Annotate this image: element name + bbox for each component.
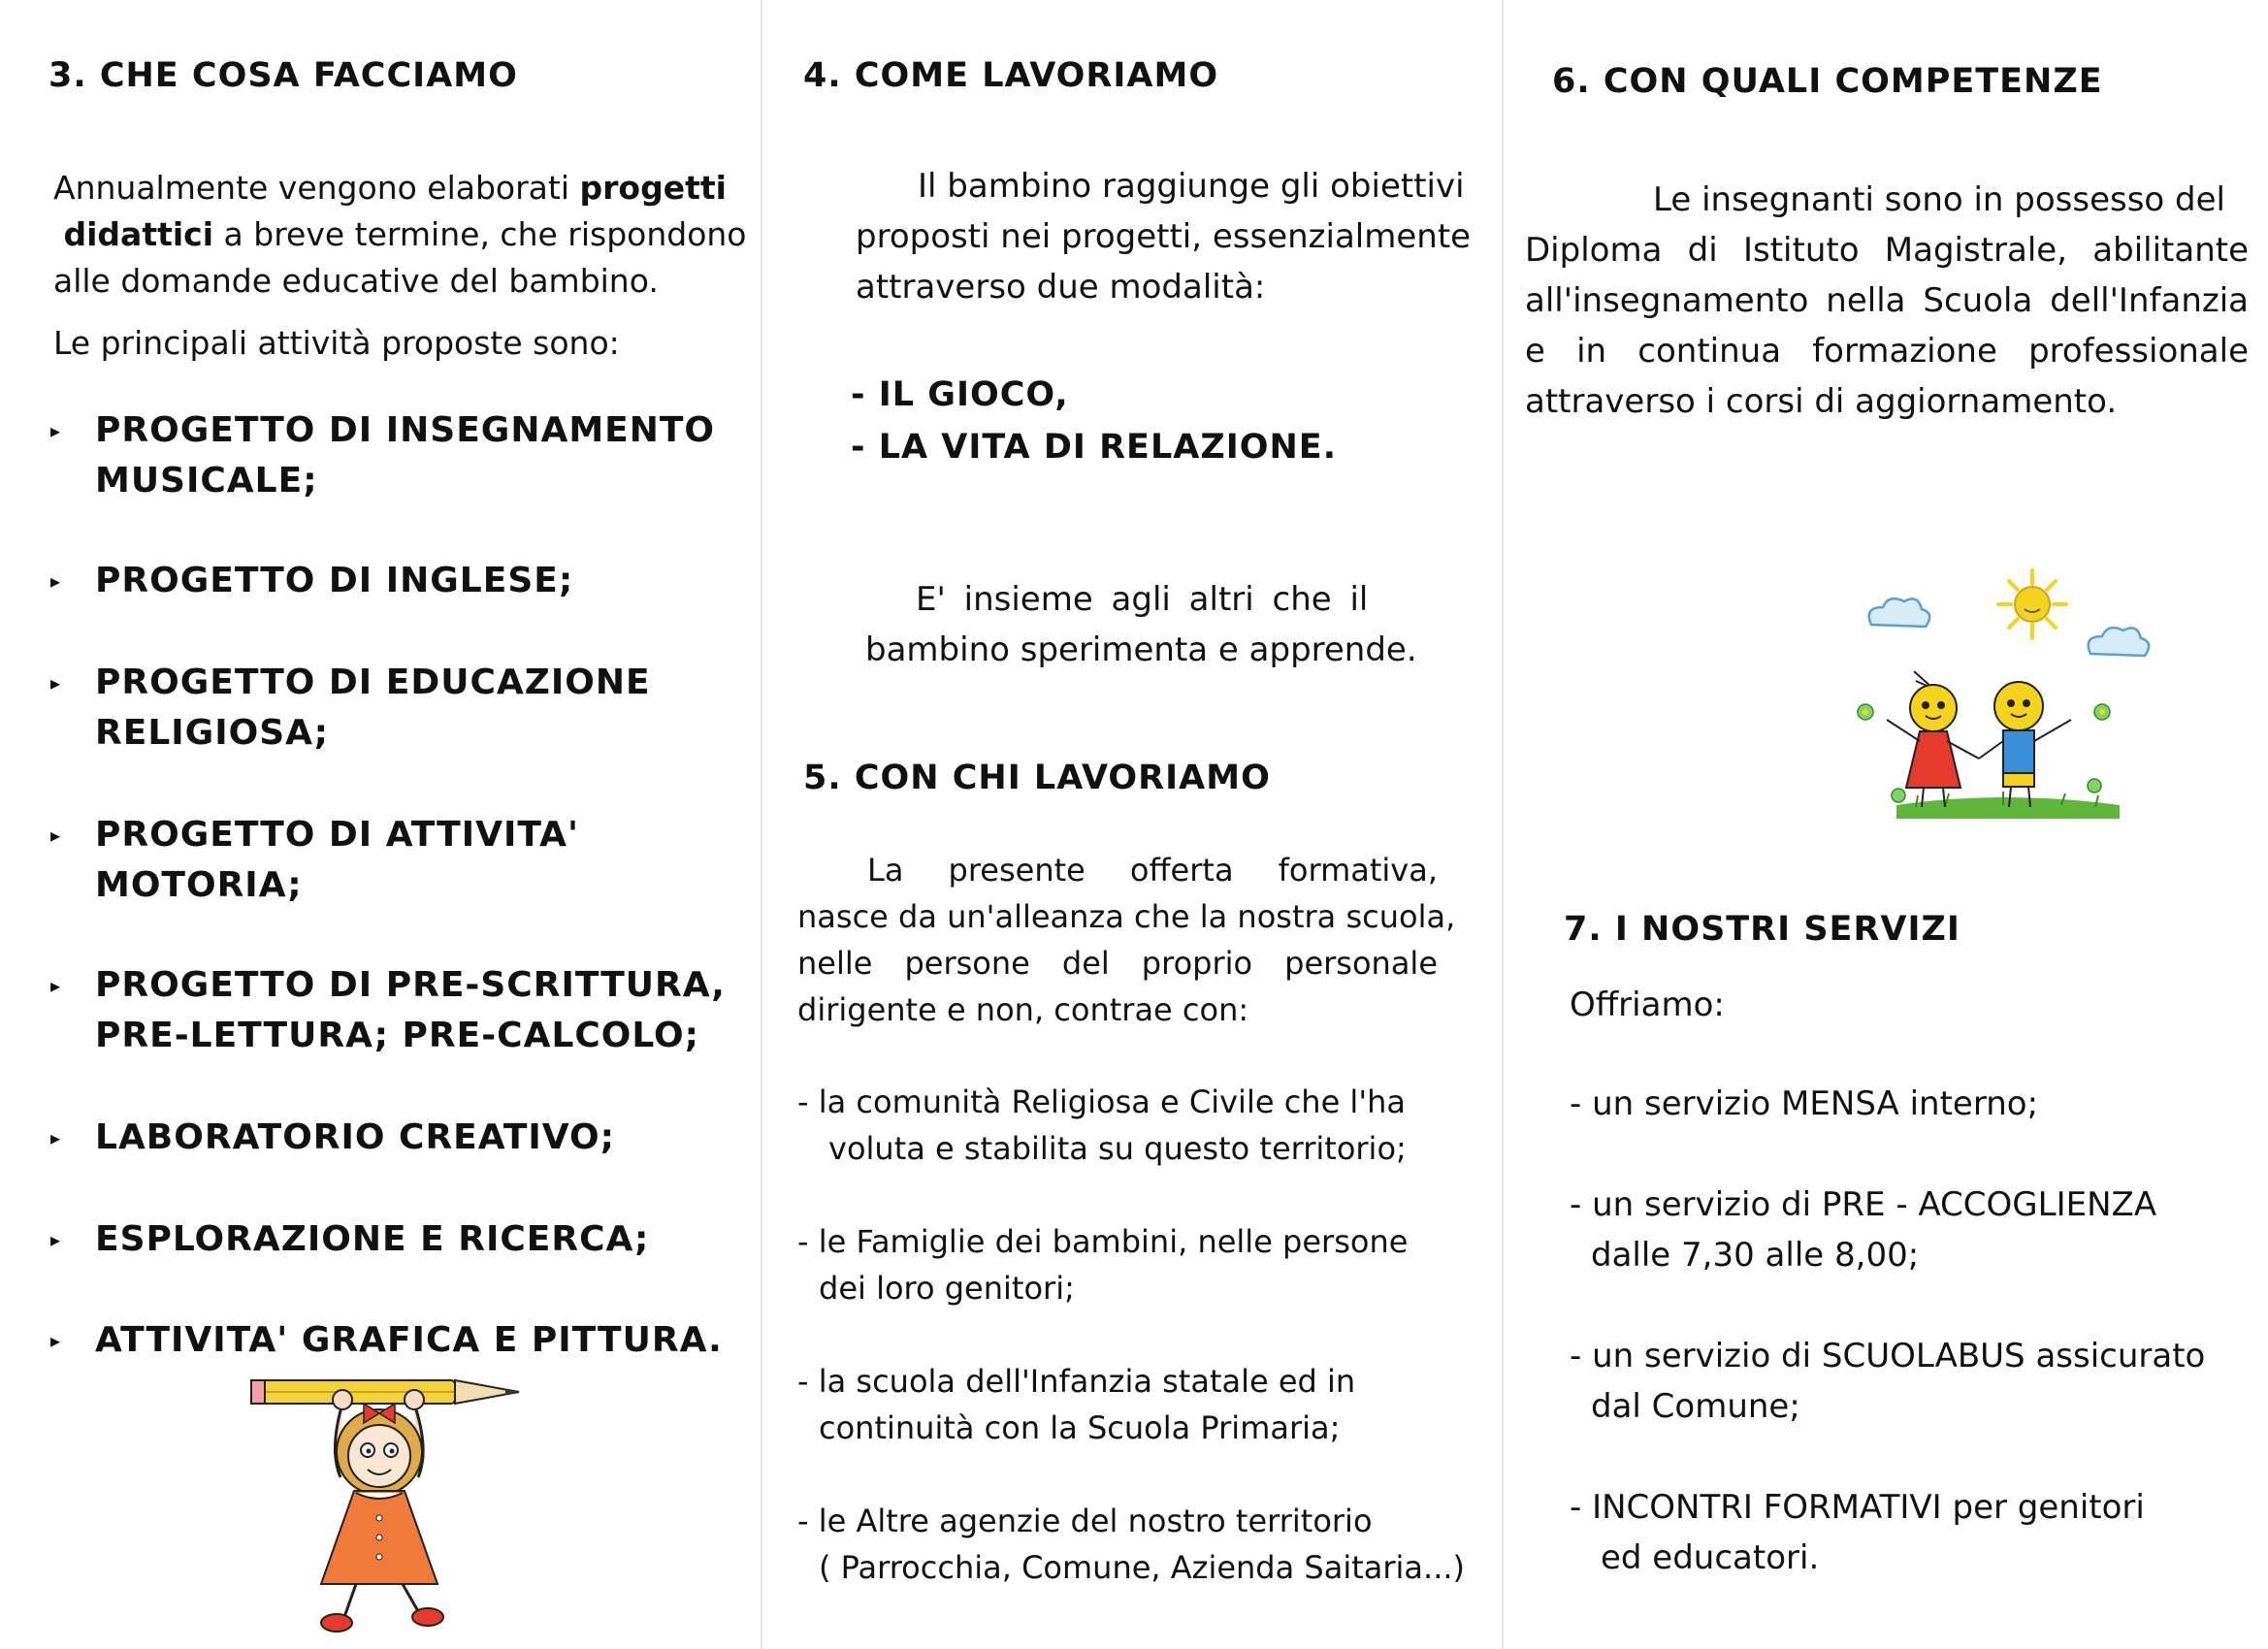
partner-line: - le Altre agenzie del nostro territorio — [797, 1503, 1373, 1539]
activity-item — [50, 1113, 615, 1163]
partner-line: - la comunità Religiosa e Civile che l'ha — [797, 1083, 1406, 1120]
service-item — [1570, 1482, 2205, 1583]
service-line: - un servizio di SCUOLABUS assicurato — [1570, 1337, 2206, 1375]
bullet-icon: ▸ — [50, 824, 62, 847]
services-list — [1570, 1079, 2205, 1583]
activity-line: ATTIVITA' GRAFICA E PITTURA. — [95, 1320, 723, 1360]
bullet-icon: ▸ — [50, 671, 62, 695]
activity-line: LABORATORIO CREATIVO; — [95, 1117, 616, 1157]
heading-i-nostri-servizi: 7. I NOSTRI SERVIZI — [1564, 910, 1960, 949]
intro-bold-didattici: didattici — [63, 215, 214, 253]
paragraph-line: Il bambino raggiunge gli obiettivi — [918, 167, 1465, 206]
activity-item — [50, 1315, 723, 1366]
children-under-sun-illustration — [1858, 565, 2158, 831]
activity-item — [50, 658, 651, 759]
girl-with-pencil-illustration — [247, 1363, 538, 1644]
paragraph-line: dirigente e non, contrae con: — [797, 991, 1249, 1028]
activity-line: ESPLORAZIONE E RICERCA; — [95, 1219, 650, 1259]
service-line: - INCONTRI FORMATIVI per genitori — [1570, 1488, 2145, 1527]
paragraph-con-chi — [797, 847, 1456, 1033]
paragraph-insieme — [865, 574, 1417, 675]
paragraph-competenze — [1525, 175, 2249, 427]
partner-line: dei loro genitori; — [819, 1270, 1075, 1307]
paragraph-line: Le insegnanti sono in possesso del — [1653, 180, 2225, 219]
partner-line: voluta e stabilita su questo territorio; — [828, 1130, 1407, 1167]
paragraph-line: bambino sperimenta e apprende. — [865, 630, 1417, 669]
activity-line: MOTORIA; — [95, 865, 303, 905]
paragraph-line: e in continua formazione professionale — [1525, 332, 2249, 371]
paragraph-line: Diploma di Istituto Magistrale, abilitante — [1525, 231, 2249, 270]
heading-con-chi-lavoriamo: 5. CON CHI LAVORIAMO — [803, 759, 1271, 797]
intro-bold-progetti: progetti — [579, 169, 727, 207]
paragraph-line: nelle persone del proprio personale — [797, 945, 1438, 982]
bullet-icon: ▸ — [50, 1329, 62, 1352]
activity-item — [50, 556, 573, 606]
activity-item — [50, 1214, 649, 1265]
intro-text: a breve termine, che rispondono — [213, 215, 747, 253]
partner-list — [797, 1079, 1465, 1591]
service-line: - un servizio di PRE - ACCOGLIENZA — [1570, 1185, 2157, 1224]
activity-line: PROGETTO DI INGLESE; — [95, 561, 574, 600]
bullet-icon: ▸ — [50, 419, 62, 442]
intro-text: Le principali attività proposte sono: — [53, 324, 620, 362]
offer-label: Offriamo: — [1570, 986, 1725, 1024]
activity-line: PROGETTO DI EDUCAZIONE — [95, 663, 651, 702]
bullet-icon: ▸ — [50, 974, 62, 997]
paragraph-line: attraverso i corsi di aggiornamento. — [1525, 382, 2118, 421]
service-item — [1570, 1331, 2205, 1432]
partner-item — [797, 1498, 1465, 1591]
mode-item: - LA VITA DI RELAZIONE. — [851, 428, 1337, 467]
activity-line: PRE-LETTURA; PRE-CALCOLO; — [95, 1016, 700, 1055]
modes-list — [851, 369, 1337, 473]
partner-item — [797, 1218, 1465, 1311]
heading-con-quali-competenze: 6. CON QUALI COMPETENZE — [1552, 62, 2103, 101]
paragraph-line: La presente offerta formativa, — [867, 852, 1438, 889]
activity-line: PROGETTO DI PRE-SCRITTURA, — [95, 965, 726, 1005]
service-line: dal Comune; — [1591, 1387, 1800, 1426]
activity-item — [50, 810, 579, 911]
activity-item — [50, 960, 726, 1061]
partner-line: - la scuola dell'Infanzia statale ed in — [797, 1363, 1356, 1400]
fold-line-right — [1502, 0, 1504, 1649]
paragraph-line: E' insieme agli altri che il — [916, 580, 1369, 619]
bullet-icon: ▸ — [50, 1126, 62, 1149]
partner-item — [797, 1358, 1465, 1451]
activity-item — [50, 405, 715, 506]
paragraph-line: attraverso due modalità: — [856, 268, 1266, 307]
bullet-icon: ▸ — [50, 569, 62, 593]
service-item — [1570, 1079, 2205, 1129]
heading-che-cosa-facciamo: 3. CHE COSA FACCIAMO — [49, 56, 518, 95]
paragraph-come-lavoriamo — [856, 161, 1484, 312]
activity-line: PROGETTO DI ATTIVITA' — [95, 815, 580, 855]
service-item — [1570, 1180, 2205, 1280]
activity-line: MUSICALE; — [95, 461, 318, 501]
partner-line: - le Famiglie dei bambini, nelle persone — [797, 1223, 1409, 1260]
service-line: ed educatori. — [1601, 1538, 1820, 1577]
service-line: dalle 7,30 alle 8,00; — [1591, 1236, 1920, 1275]
paragraph-line: nasce da un'alleanza che la nostra scuola, — [797, 898, 1456, 935]
fold-line-left — [761, 0, 762, 1649]
mode-item: - IL GIOCO, — [851, 375, 1069, 414]
activity-line: RELIGIOSA; — [95, 713, 330, 753]
intro-text: Annualmente vengono elaborati — [53, 169, 580, 207]
paragraph-line: all'insegnamento nella Scuola dell'Infanzia — [1525, 281, 2249, 320]
partner-line: ( Parrocchia, Comune, Azienda Saitaria...) — [819, 1549, 1466, 1586]
activity-line: PROGETTO DI INSEGNAMENTO — [95, 410, 716, 450]
intro-paragraph — [53, 165, 747, 367]
service-line: - un servizio MENSA interno; — [1570, 1084, 2039, 1123]
bullet-icon: ▸ — [50, 1228, 62, 1251]
heading-come-lavoriamo: 4. COME LAVORIAMO — [803, 56, 1219, 95]
paragraph-line: proposti nei progetti, essenzialmente — [856, 217, 1472, 256]
partner-line: continuità con la Scuola Primaria; — [819, 1409, 1341, 1446]
partner-item — [797, 1079, 1465, 1172]
intro-text: alle domande educative del bambino. — [53, 262, 659, 300]
